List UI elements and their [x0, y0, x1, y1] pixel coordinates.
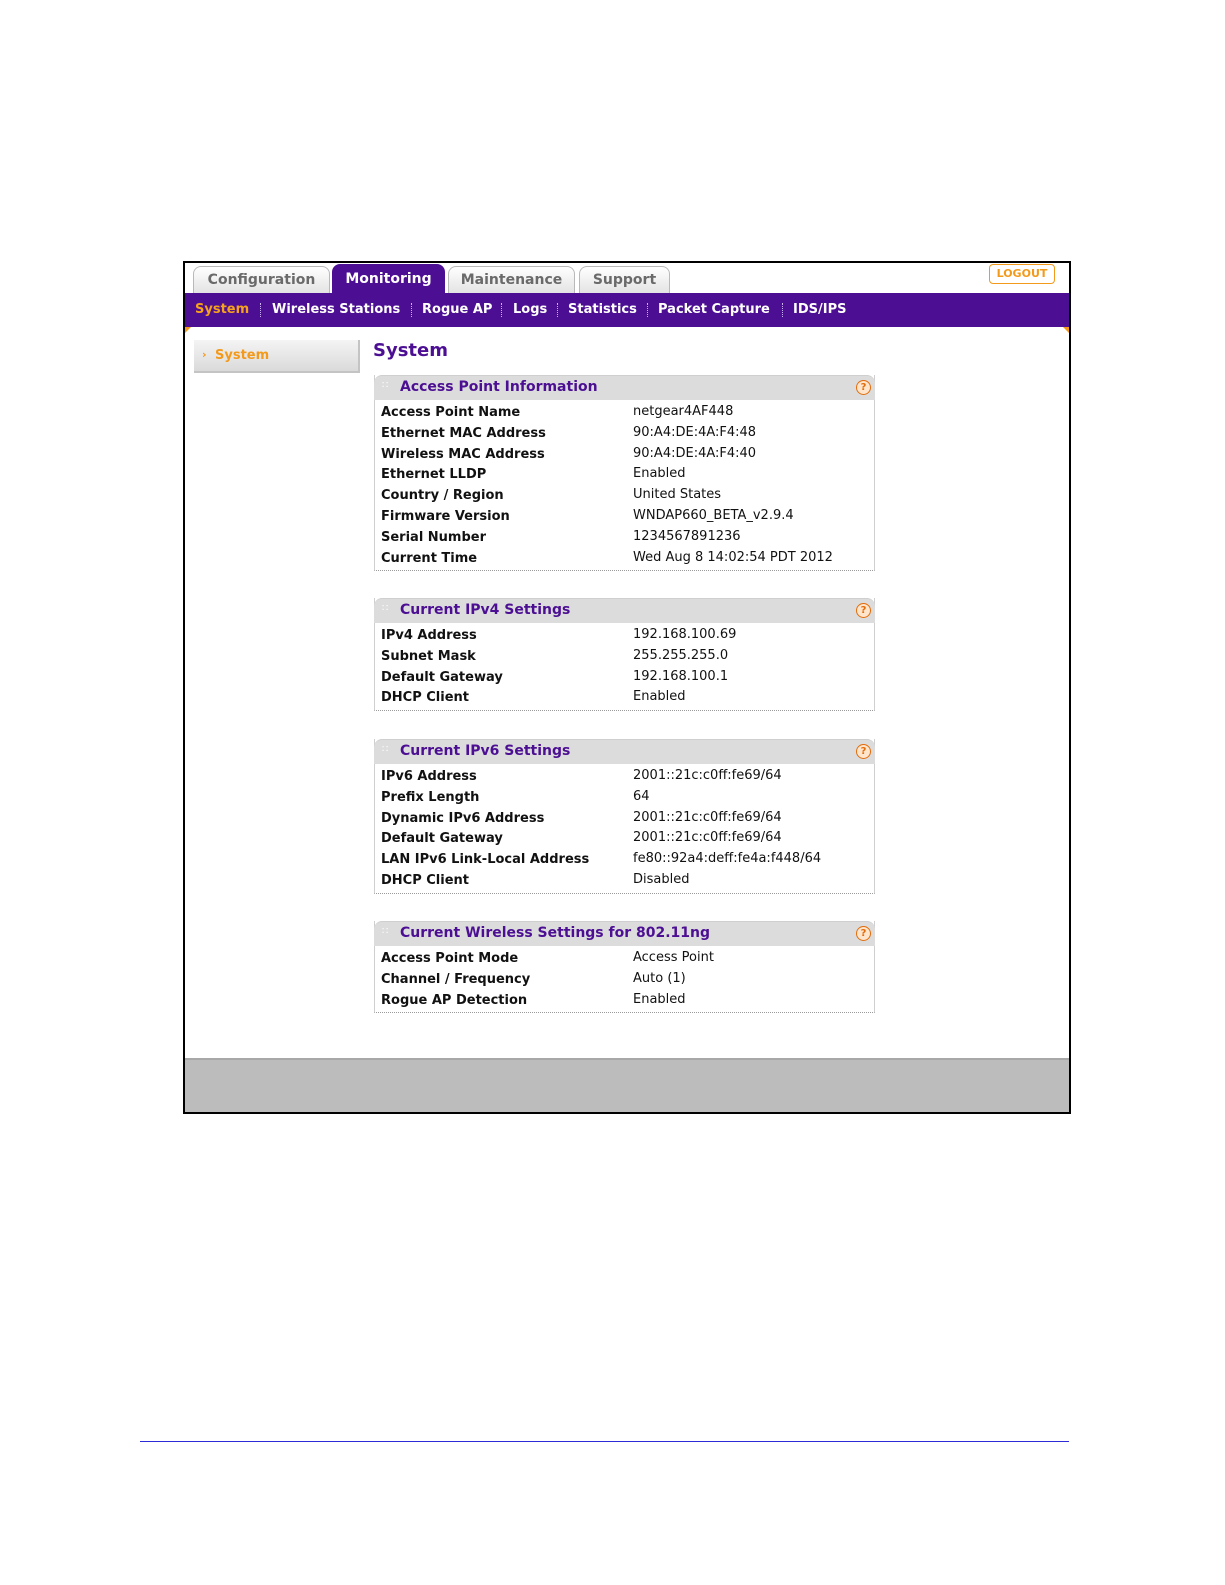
field-value: 90:A4:DE:4A:F4:40	[633, 445, 757, 461]
info-row	[375, 402, 874, 423]
field-label: Channel / Frequency	[381, 971, 531, 987]
subnav-system[interactable]: System	[195, 302, 250, 317]
field-label: Default Gateway	[381, 669, 503, 685]
subnav-wireless-stations[interactable]: Wireless Stations	[272, 302, 401, 317]
info-row	[375, 485, 874, 506]
info-row	[375, 527, 874, 548]
field-value: 2001::21c:c0ff:fe69/64	[633, 809, 782, 825]
field-label: Rogue AP Detection	[381, 992, 528, 1008]
panel-current-wireless-settings	[374, 921, 875, 1013]
panel-title: Access Point Information	[400, 379, 598, 395]
help-icon[interactable]: ?	[856, 926, 871, 941]
field-value: 192.168.100.1	[633, 668, 729, 684]
subnav-separator	[501, 303, 502, 317]
field-value: 64	[633, 788, 650, 804]
field-value: Access Point	[633, 950, 714, 965]
subnav-separator	[647, 303, 648, 317]
field-label: DHCP Client	[381, 872, 470, 888]
footer-bar	[185, 1058, 1069, 1112]
info-row	[375, 787, 874, 808]
info-row	[375, 969, 874, 990]
field-value: Enabled	[633, 466, 686, 482]
chevron-right-icon: ›	[202, 348, 207, 361]
info-row	[375, 808, 874, 829]
field-value: WNDAP660_BETA_v2.9.4	[633, 507, 794, 523]
field-value: Enabled	[633, 991, 686, 1007]
field-value: United States	[633, 487, 722, 503]
info-row	[375, 548, 874, 569]
field-value: 2001::21c:c0ff:fe69/64	[633, 830, 782, 846]
info-row	[375, 625, 874, 646]
info-row	[375, 423, 874, 444]
field-value: 90:A4:DE:4A:F4:48	[633, 424, 757, 440]
subnav-packet-capture[interactable]: Packet Capture	[658, 302, 770, 317]
field-label: Access Point Mode	[381, 951, 519, 966]
field-value: fe80::92a4:deff:fe4a:f448/64	[633, 851, 822, 867]
panel-title: Current Wireless Settings for 802.11ng	[400, 925, 711, 941]
field-label: Country / Region	[381, 488, 504, 504]
field-value: 192.168.100.69	[633, 627, 737, 642]
tab-support[interactable]: Support	[579, 266, 670, 294]
grip-icon: ∷	[382, 380, 389, 391]
field-value: 1234567891236	[633, 528, 741, 544]
tab-configuration[interactable]: Configuration	[193, 266, 330, 294]
subnav-ids-ips[interactable]: IDS/IPS	[793, 302, 847, 317]
leftmenu-item-system[interactable]	[194, 340, 360, 373]
field-label: Default Gateway	[381, 831, 503, 847]
field-value: 2001::21c:c0ff:fe69/64	[633, 768, 782, 783]
subnav-rogue-ap[interactable]: Rogue AP	[422, 302, 493, 317]
page-divider	[140, 1441, 1069, 1442]
tab-maintenance[interactable]: Maintenance	[448, 266, 575, 294]
field-label: LAN IPv6 Link-Local Address	[381, 852, 590, 868]
field-label: DHCP Client	[381, 690, 470, 706]
corner-marker	[185, 327, 191, 333]
info-row	[375, 870, 874, 891]
logout-button[interactable]: LOGOUT	[989, 264, 1055, 284]
field-label: Dynamic IPv6 Address	[381, 810, 545, 826]
subnav-separator	[411, 303, 412, 317]
field-label: Firmware Version	[381, 508, 510, 524]
subnav-separator	[557, 303, 558, 317]
field-value: Wed Aug 8 14:02:54 PDT 2012	[633, 549, 833, 565]
grip-icon: ∷	[382, 744, 389, 755]
info-row	[375, 948, 874, 969]
grip-icon: ∷	[382, 603, 389, 614]
panel-access-point-information	[374, 375, 875, 571]
leftmenu-item-label: System	[215, 348, 270, 363]
info-row	[375, 687, 874, 708]
panel-title: Current IPv6 Settings	[400, 743, 571, 759]
panel-header	[374, 598, 875, 623]
info-row	[375, 849, 874, 870]
info-row	[375, 667, 874, 688]
page-title: System	[373, 340, 448, 361]
field-value: netgear4AF448	[633, 404, 734, 419]
panel-current-ipv6-settings	[374, 739, 875, 894]
grip-icon: ∷	[382, 926, 389, 937]
panel-title: Current IPv4 Settings	[400, 602, 571, 618]
corner-marker	[1063, 327, 1069, 333]
field-value: Disabled	[633, 871, 690, 887]
tab-monitoring[interactable]: Monitoring	[332, 264, 445, 294]
subnav-statistics[interactable]: Statistics	[568, 302, 637, 317]
field-label: Current Time	[381, 550, 478, 566]
field-label: Subnet Mask	[381, 648, 476, 664]
panel-header	[374, 739, 875, 764]
info-row	[375, 444, 874, 465]
field-value: 255.255.255.0	[633, 647, 729, 663]
info-row	[375, 464, 874, 485]
field-value: Enabled	[633, 689, 686, 705]
field-label: IPv6 Address	[381, 769, 477, 784]
subnav-logs[interactable]: Logs	[513, 302, 548, 317]
field-label: IPv4 Address	[381, 628, 477, 643]
info-row	[375, 506, 874, 527]
panel-current-ipv4-settings	[374, 598, 875, 711]
router-admin-window	[183, 261, 1071, 1114]
sub-navigation	[185, 293, 1069, 327]
field-label: Prefix Length	[381, 789, 480, 805]
panel-header	[374, 921, 875, 946]
panel-header	[374, 375, 875, 400]
info-row	[375, 828, 874, 849]
field-value: Auto (1)	[633, 970, 686, 986]
help-icon[interactable]: ?	[856, 744, 871, 759]
subnav-separator	[260, 303, 261, 317]
field-label: Ethernet MAC Address	[381, 425, 546, 441]
field-label: Serial Number	[381, 529, 487, 545]
help-icon[interactable]: ?	[856, 603, 871, 618]
info-row	[375, 646, 874, 667]
info-row	[375, 990, 874, 1011]
field-label: Access Point Name	[381, 405, 521, 420]
help-icon[interactable]: ?	[856, 380, 871, 395]
field-label: Wireless MAC Address	[381, 446, 545, 462]
subnav-separator	[782, 303, 783, 317]
field-label: Ethernet LLDP	[381, 467, 487, 483]
main-tab-bar	[185, 263, 1069, 293]
info-row	[375, 766, 874, 787]
